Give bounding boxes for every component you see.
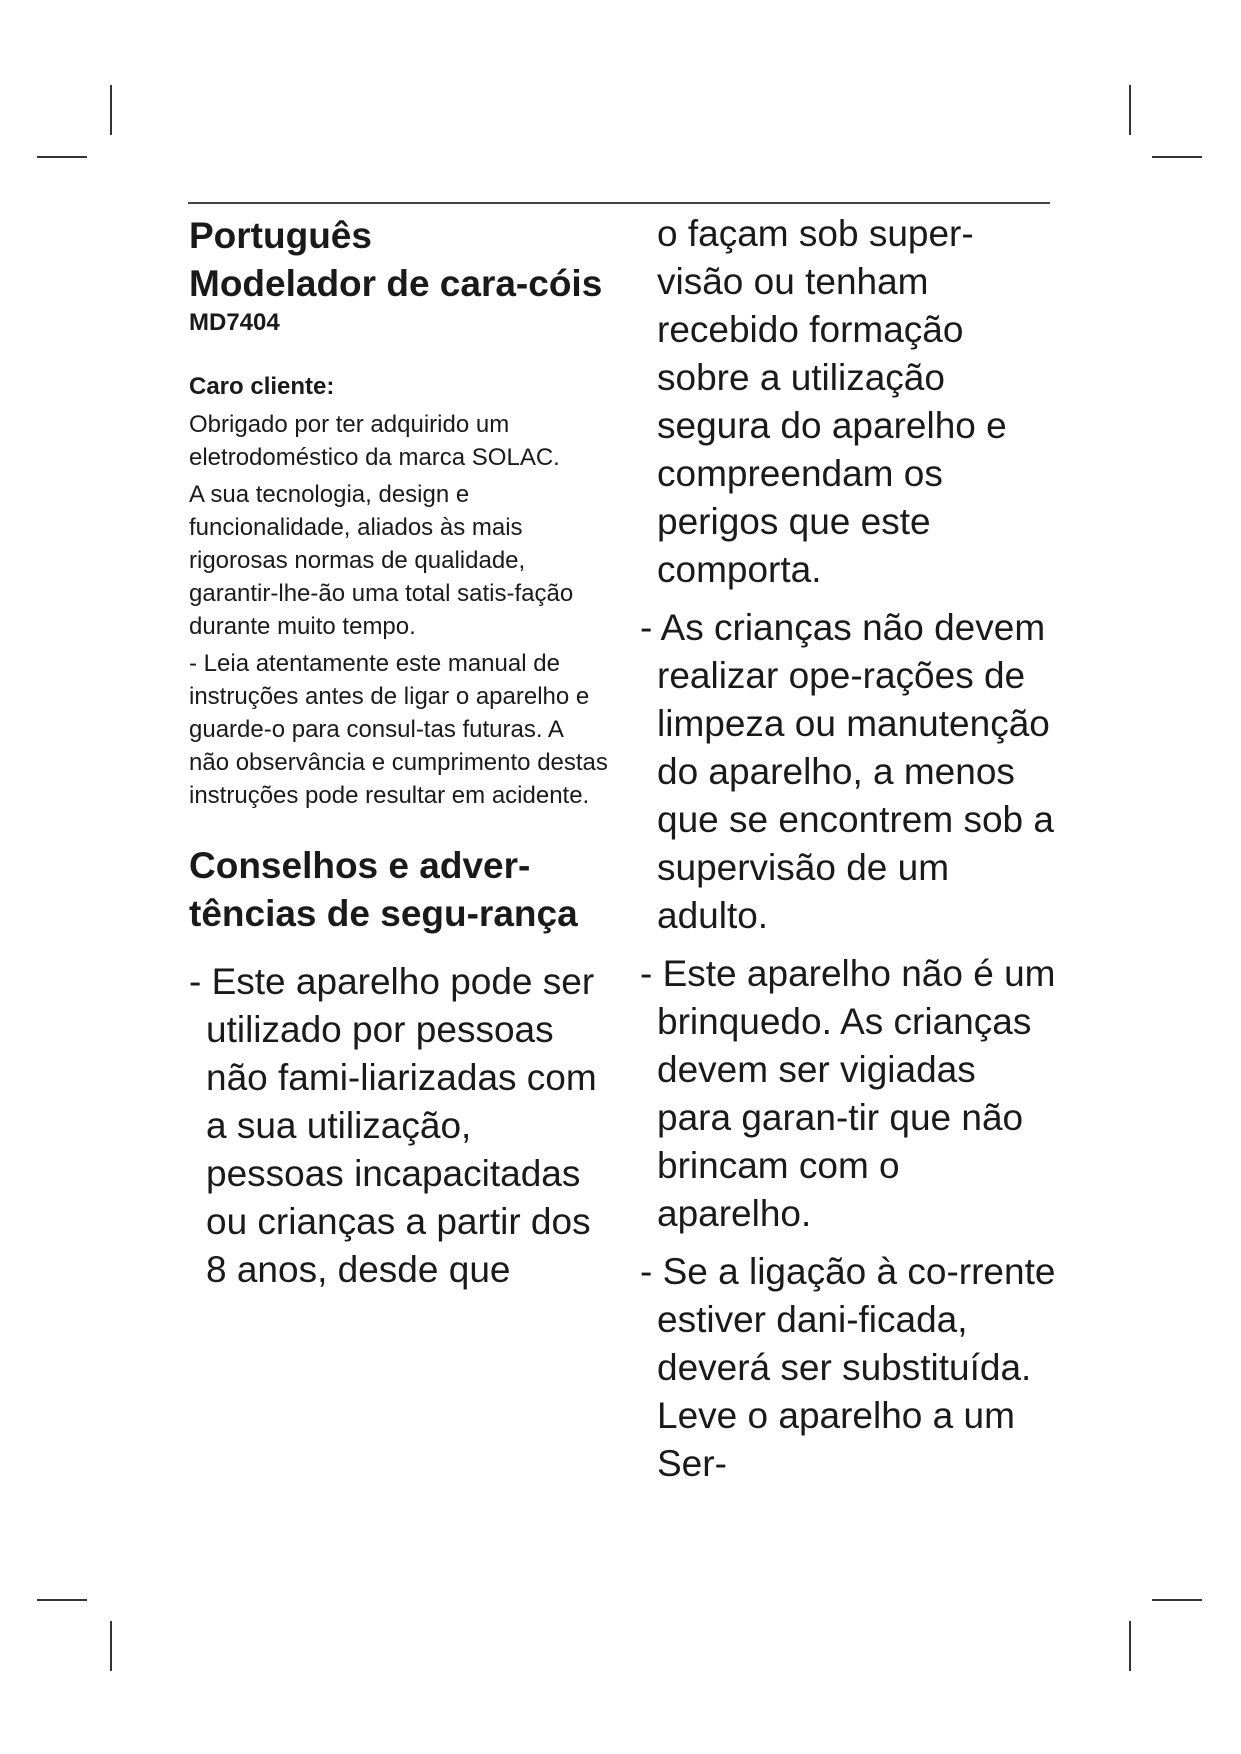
safety-item-4: - Se a ligação à co-rrente estiver dani-ficada, deverá ser substituída. Leve o aparelho a um Ser- [640,1251,1056,1484]
greeting: Caro cliente: [189,373,335,400]
safety-item-3: - Este aparelho não é um brinquedo. As crianças devem ser vigiadas para garan-tir que não brincam com o aparelho. [640,953,1056,1234]
intro-paragraph-1: Obrigado por ter adquirido um eletrodoméstico da marca SOLAC. [189,411,560,471]
intro-paragraph-3: - Leia atentamente este manual de instruções antes de ligar o aparelho e guarde-o para consul-tas futuras. A não observância e cumprimento destas instruções pode resultar em acidente. [189,650,608,809]
left-column [189,212,609,1302]
crop-mark-top-right-vertical [1129,85,1131,135]
crop-mark-bottom-left-horizontal [37,1599,87,1601]
crop-mark-bottom-left-vertical [110,1621,112,1671]
intro-paragraph-2: A sua tecnologia, design e funcionalidade, aliados às mais rigorosas normas de qualidade, garantir-lhe-ão uma total satis-fação durante muito tempo. [189,481,574,640]
safety-item-2: - As crianças não devem realizar ope-rações de limpeza ou manutenção do aparelho, a menos que se encontrem sob a supervisão de um adulto. [640,607,1054,936]
crop-mark-bottom-right-vertical [1129,1621,1131,1671]
model-number: MD7404 [189,309,280,336]
product-title: Modelador de cara-cóis [189,263,603,304]
crop-mark-top-left-vertical [110,85,112,135]
top-rule [188,202,1050,204]
safety-heading: Conselhos e adver-tências de segu-rança [189,845,578,934]
language-heading: Português [189,215,372,256]
safety-item-1: - Este aparelho pode ser utilizado por pessoas não fami-liarizadas com a sua utilização, pessoas incapacitadas ou crianças a partir dos 8 anos, desde que [189,961,597,1290]
crop-mark-top-right-horizontal [1152,156,1202,158]
safety-item-1-continued: o façam sob super-visão ou tenham recebido formação sobre a utilização segura do aparelho e compreendam os perigos que este comporta. [657,213,1007,590]
crop-mark-top-left-horizontal [37,156,87,158]
crop-mark-bottom-right-horizontal [1152,1599,1202,1601]
right-column [640,210,1060,1498]
